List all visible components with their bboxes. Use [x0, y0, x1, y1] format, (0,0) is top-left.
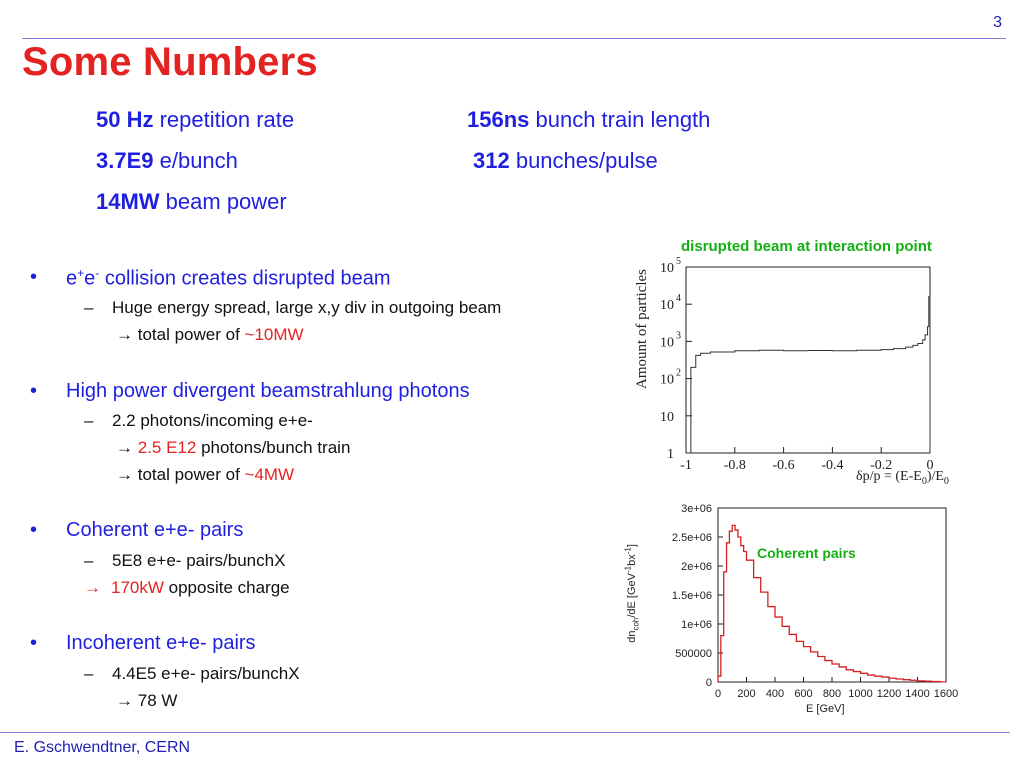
chart1-ylabel-wrap: [620, 264, 660, 394]
bullet-marker: •: [30, 380, 38, 402]
chart1-xtick-label: -0.4: [821, 458, 844, 473]
chart2-xtick-label: 600: [794, 688, 813, 700]
disrupted-beam-chart: [630, 255, 970, 495]
number-electrons-per-bunch: 3.7E9 e/bunch: [96, 148, 238, 173]
sub-78w: → 78 W: [116, 691, 178, 710]
bottom-divider: [0, 732, 1010, 733]
bullet-beamstrahlung: High power divergent beamstrahlung photons: [66, 380, 470, 402]
chart2-frame: [718, 508, 946, 682]
chart2-ytick-label: 500000: [675, 648, 712, 660]
top-divider: [22, 38, 1006, 39]
chart2-xtick-label: 800: [822, 688, 842, 700]
number-beam-power: 14MW beam power: [96, 189, 287, 214]
chart1-ytick-label: 10: [660, 372, 674, 388]
arrow-icon: →: [84, 578, 101, 597]
chart1-ytick-exponent: 2: [676, 367, 681, 379]
chart2-xtick-label: 0: [714, 688, 722, 700]
chart2-xtick-label: 1400: [905, 688, 930, 700]
chart1-xtick-label: 0: [926, 458, 934, 473]
sub-coherent-pairs-count: 5E8 e+e- pairs/bunchX: [112, 551, 286, 570]
chart1-series-line: [686, 297, 930, 453]
chart2-xtick-label: 200: [737, 688, 756, 700]
coherent-pairs-chart: [620, 500, 965, 722]
chart2-ytick-label: 3e+06: [681, 503, 712, 515]
chart1-ytick-label: 10: [660, 298, 674, 314]
chart1-ytick-label: 10: [660, 409, 674, 425]
chart2-ytick-label: 2e+06: [681, 561, 712, 573]
bullet-marker: •: [30, 632, 38, 654]
chart1-title: disrupted beam at interaction point: [681, 238, 932, 255]
chart2-xtick-label: 1200: [876, 688, 902, 700]
chart2-ylabel: $dn_{coh}/dE$ $[GeV^{-1}bx^{-1}]$: [623, 544, 641, 643]
number-repetition-rate: 50 Hz repetition rate: [96, 107, 295, 132]
chart1-xtick-label: -0.8: [723, 458, 746, 473]
chart2-ytick-label: 0: [705, 677, 712, 689]
sub-opposite-charge: → 170kW opposite charge: [84, 578, 290, 597]
bullet-marker: •: [30, 266, 38, 288]
chart2-xlabel: E [GeV]: [806, 703, 845, 715]
chart2-ytick-label: 1.5e+06: [671, 590, 712, 602]
sub-total-power-4mw: → total power of ~4MW: [116, 465, 295, 484]
number-bunch-train-length: 156ns bunch train length: [467, 107, 711, 132]
chart2-xtick-label: 1600: [933, 688, 959, 700]
page-title: Some Numbers: [22, 40, 318, 84]
chart1-ytick-exponent: 3: [676, 330, 681, 342]
chart1-ylabel-text: Amount of particles: [634, 269, 650, 389]
chart2-xtick-label: 400: [765, 688, 785, 700]
bullet-incoherent-pairs: Incoherent e+e- pairs: [66, 632, 256, 654]
slide-number: 3: [993, 14, 1002, 31]
bullet-marker: •: [30, 519, 38, 541]
chart2-ytick-label: 1e+06: [681, 619, 712, 631]
sub-total-power-10mw: → total power of ~10MW: [116, 325, 304, 344]
arrow-icon: →: [116, 325, 133, 344]
chart1-ytick-exponent: 4: [676, 293, 681, 305]
number-bunches-per-pulse: 312 bunches/pulse: [473, 148, 658, 173]
chart1-xtick-label: -0.6: [772, 458, 795, 473]
bullet-coherent-pairs: Coherent e+e- pairs: [66, 519, 244, 541]
chart1-xtick-label: -1: [680, 458, 692, 473]
sub-incoherent-pairs-count: 4.4E5 e+e- pairs/bunchX: [112, 664, 300, 683]
chart1-xtick-label: -0.2: [870, 458, 893, 473]
chart2-title: Coherent pairs: [757, 545, 856, 561]
chart1-xlabel: $\delta p/p = (E-E_0)/E_0$: [856, 469, 949, 487]
chart1-frame: [686, 267, 930, 453]
arrow-icon: →: [116, 691, 133, 710]
chart1-ytick-exponent: 5: [676, 256, 681, 267]
sub-energy-spread: Huge energy spread, large x,y div in outgoing beam: [112, 298, 502, 317]
sub-dash: –: [84, 664, 94, 683]
footer-author: E. Gschwendtner, CERN: [14, 739, 191, 756]
sub-photons-per-incoming: 2.2 photons/incoming e+e-: [112, 411, 313, 430]
chart2-xtick-label: 1000: [848, 688, 873, 700]
sub-photons-per-train: → 2.5 E12 photons/bunch train: [116, 438, 351, 457]
chart2-ytick-label: 2.5e+06: [671, 532, 712, 544]
chart1-ytick-label: 10: [660, 335, 674, 351]
bullet-collision: e+e- collision creates disrupted beam: [66, 266, 391, 290]
chart1-ytick-label: 10: [660, 261, 674, 276]
arrow-icon: →: [116, 438, 133, 457]
sub-dash: –: [84, 298, 94, 317]
sub-dash: –: [84, 411, 94, 430]
chart1-ytick-label: 1: [667, 447, 674, 462]
sub-dash: –: [84, 551, 94, 570]
arrow-icon: →: [116, 465, 133, 484]
